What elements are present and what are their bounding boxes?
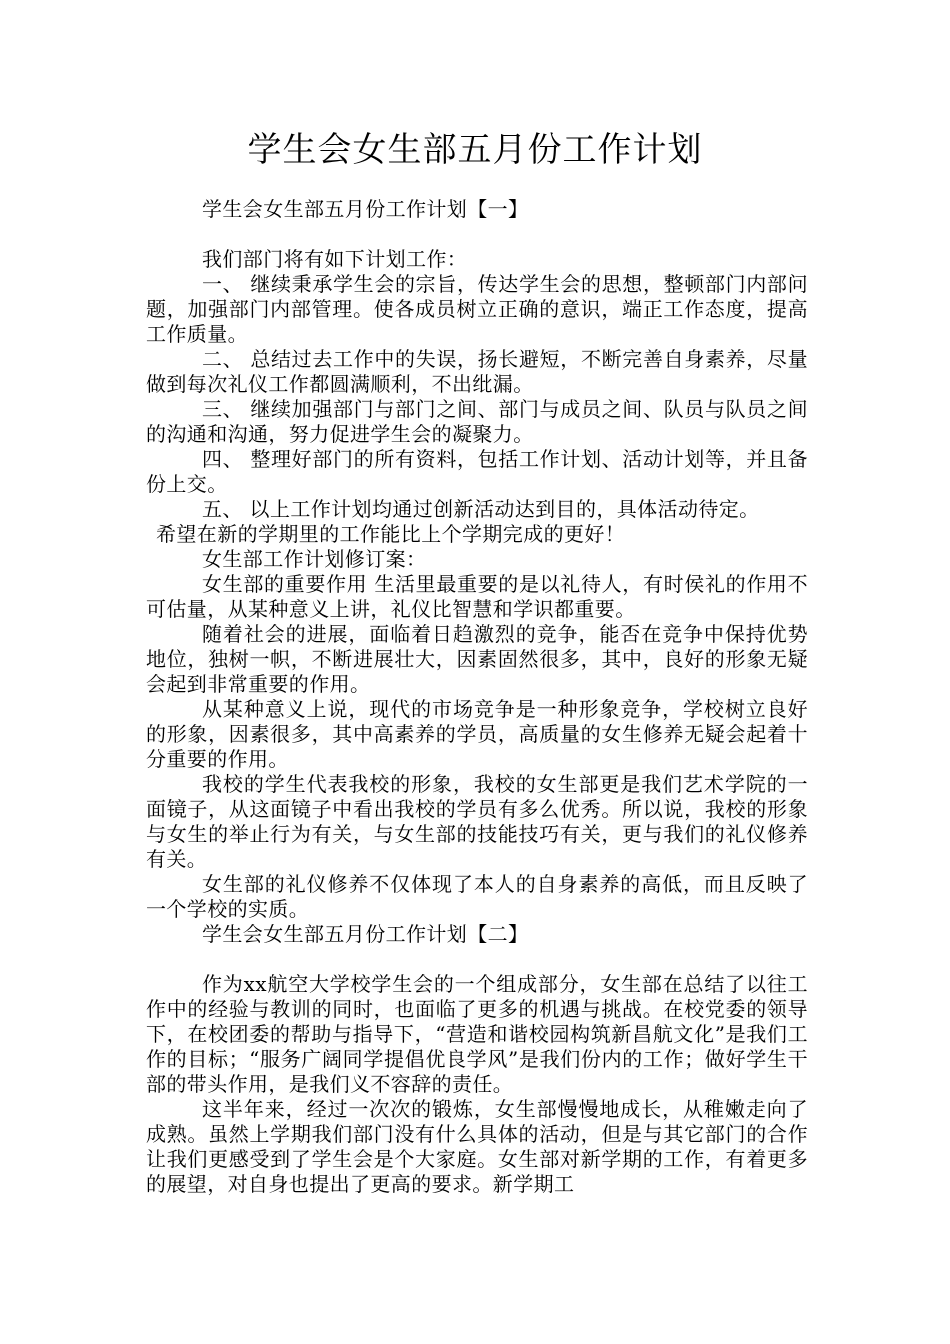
document-title: 学生会女生部五月份工作计划 [247, 130, 703, 170]
etiquette-paragraph: 女生部的礼仪修养不仅体现了本人的自身素养的高低，而且反映了一个学校的实质。 [146, 872, 808, 921]
blank-line [146, 947, 808, 972]
hope-paragraph: 希望在新的学期里的工作能比上个学期完成的更好！ [156, 522, 626, 546]
aviation-paragraph: 作为xx航空大学校学生会的一个组成部分，女生部在总结了以往工作中的经验与教训的同时，也面临了更多的机遇与挑战。在校党委的领导下，在校团委的帮助与指导下，“营造和谐校园构筑新昌航文化”是我们工作的目标；“服务广阔同学提倡优良学风”是我们份内的工作；做好学生干部的带头作用，是我们义不容辞的责任。 [146, 972, 808, 1096]
blank-line [146, 222, 808, 247]
section2-heading: 学生会女生部五月份工作计划【二】 [202, 922, 529, 946]
plan-item-4: 四、 整理好部门的所有资料，包括工作计划、活动计划等，并且备份上交。 [146, 447, 808, 496]
half-year-paragraph: 这半年来，经过一次次的锻炼，女生部慢慢地成长，从稚嫩走向了成熟。虽然上学期我们部门没有什么具体的活动，但是与其它部门的合作让我们更感受到了学生会是个大家庭。女生部对新学期的工作，有着更多的展望，对自身也提出了更高的要求。新学期工 [146, 1097, 808, 1196]
plan-item-1: 一、 继续秉承学生会的宗旨，传达学生会的思想，整顿部门内部问题，加强部门内部管理。使各成员树立正确的意识，端正工作态度，提高工作质量。 [146, 272, 808, 346]
plan-item-2: 二、 总结过去工作中的失误，扬长避短，不断完善自身素养，尽量做到每次礼仪工作都圆满顺利，不出纰漏。 [146, 347, 808, 396]
importance-paragraph: 女生部的重要作用 生活里最重要的是以礼待人，有时侯礼的作用不可估量，从某种意义上讲，礼仪比智慧和学识都重要。 [146, 572, 808, 621]
market-paragraph: 从某种意义上说，现代的市场竞争是一种形象竞争，学校树立良好的形象，因素很多，其中高素养的学员，高质量的女生修养无疑会起着十分重要的作用。 [146, 697, 808, 771]
society-paragraph: 随着社会的进展，面临着日趋激烈的竞争，能否在竞争中保持优势地位，独树一帜，不断进展壮大，因素固然很多，其中，良好的形象无疑会起到非常重要的作用。 [146, 622, 808, 696]
intro-paragraph: 我们部门将有如下计划工作： [202, 247, 468, 271]
revision-heading: 女生部工作计划修订案： [202, 547, 427, 571]
section1-heading: 学生会女生部五月份工作计划【一】 [202, 197, 529, 221]
mirror-paragraph: 我校的学生代表我校的形象，我校的女生部更是我们艺术学院的一面镜子，从这面镜子中看出我校的学员有多么优秀。所以说，我校的形象与女生的举止行为有关，与女生部的技能技巧有关，更与我们的礼仪修养有关。 [146, 772, 808, 871]
document-body [146, 197, 808, 1197]
plan-item-5: 五、 以上工作计划均通过创新活动达到目的，具体活动待定。 [202, 497, 760, 521]
plan-item-3: 三、 继续加强部门与部门之间、部门与成员之间、队员与队员之间的沟通和沟通，努力促进学生会的凝聚力。 [146, 397, 808, 446]
